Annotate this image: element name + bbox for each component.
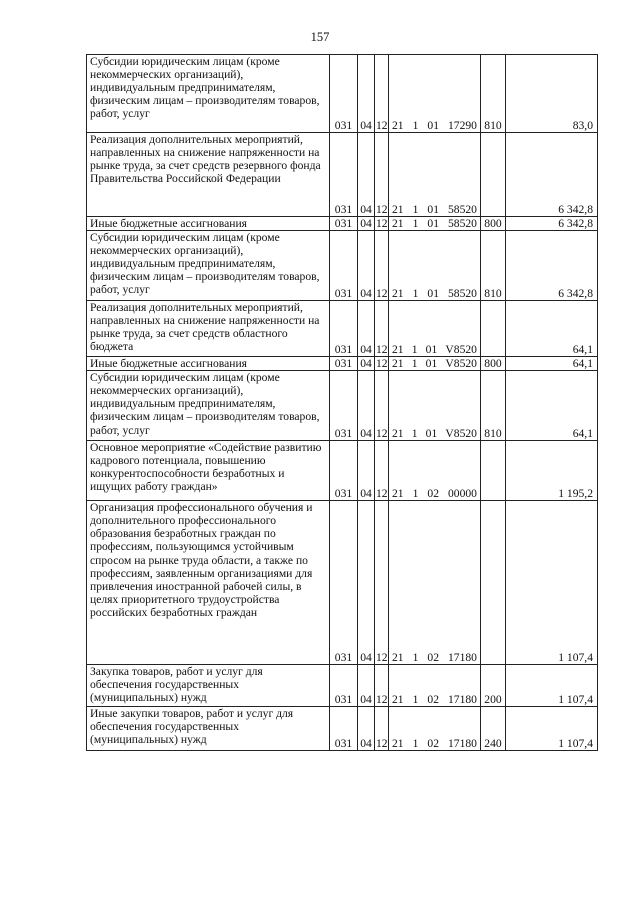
event-code: 01 [427, 202, 439, 216]
section-code: 04 [358, 665, 375, 707]
subsection-code: 12 [375, 55, 389, 133]
target-article-code [389, 371, 481, 441]
row-name: Иные бюджетные ассигнования [87, 357, 330, 371]
direction-code: 17180 [447, 737, 477, 751]
event-code: 01 [425, 427, 438, 441]
direction-code: 17180 [447, 651, 477, 665]
admin-code: 031 [330, 501, 358, 665]
row-name: Иные закупки товаров, работ и услуг для обеспечения государственных (муниципальных) нужд [87, 707, 330, 751]
amount: 1 107,4 [506, 665, 598, 707]
section-code: 04 [358, 501, 375, 665]
subsection-code: 12 [375, 231, 389, 301]
row-name: Субсидии юридическим лицам (кроме некоммерческих организаций), индивидуальным предпринимателям, физическим лицам – производителям товаров, работ, услуг [87, 231, 330, 301]
admin-code: 031 [330, 357, 358, 371]
section-code: 04 [358, 217, 375, 231]
table-row [87, 441, 598, 501]
expense-type-code: 800 [481, 357, 506, 371]
subprogram-code: 1 [412, 487, 419, 501]
event-code: 01 [425, 343, 438, 356]
section-code: 04 [358, 371, 375, 441]
amount: 1 107,4 [506, 707, 598, 751]
section-code: 04 [358, 301, 375, 357]
table-row [87, 231, 598, 301]
row-name: Субсидии юридическим лицам (кроме некоммерческих организаций), индивидуальным предпринимателям, физическим лицам – производителям товаров, работ, услуг [87, 371, 330, 441]
row-name: Организация профессионального обучения и дополнительного профессионального образования безработных граждан по профессиям, пользующимся устойчивым спросом на рынке труда области, а также по профессиям, заявленным организациями для привлечения иностранной рабочей силы, в целях приоритетного трудоустройства российских безработных граждан [87, 501, 330, 665]
target-article-code [389, 441, 481, 501]
subprogram-code: 1 [412, 651, 419, 665]
row-name: Субсидии юридическим лицам (кроме некоммерческих организаций), индивидуальным предпринимателям, физическим лицам – производителям товаров, работ, услуг [87, 55, 330, 133]
admin-code: 031 [330, 441, 358, 501]
amount: 6 342,8 [506, 217, 598, 231]
section-code: 04 [358, 133, 375, 217]
expense-type-code: 240 [481, 707, 506, 751]
direction-code: 17180 [447, 693, 477, 707]
row-name: Реализация дополнительных мероприятий, направленных на снижение напряженности на рынке труда, за счет средств резервного фонда Правительства Российской Федерации [87, 133, 330, 217]
event-code: 02 [427, 651, 439, 665]
expense-type-code [481, 301, 506, 357]
row-name: Иные бюджетные ассигнования [87, 217, 330, 231]
target-article-code [389, 357, 481, 371]
direction-code: 58520 [447, 202, 477, 216]
subprogram-code: 1 [412, 118, 419, 132]
table-row [87, 55, 598, 133]
admin-code: 031 [330, 133, 358, 217]
expense-type-code [481, 501, 506, 665]
amount: 1 107,4 [506, 501, 598, 665]
subprogram-code: 1 [412, 202, 419, 216]
subsection-code: 12 [375, 665, 389, 707]
direction-code: V8520 [445, 343, 477, 356]
target-article-code [389, 301, 481, 357]
table-row [87, 217, 598, 231]
target-article-code [389, 55, 481, 133]
program-code: 21 [392, 357, 404, 371]
section-code: 04 [358, 707, 375, 751]
subsection-code: 12 [375, 501, 389, 665]
target-article-code [389, 217, 481, 231]
subprogram-code: 1 [412, 693, 419, 707]
table-row [87, 501, 598, 665]
section-code: 04 [358, 55, 375, 133]
event-code: 01 [425, 357, 438, 371]
expense-type-code [481, 133, 506, 217]
section-code: 04 [358, 231, 375, 301]
subprogram-code: 1 [411, 427, 418, 441]
program-code: 21 [392, 651, 404, 665]
expense-type-code: 810 [481, 231, 506, 301]
direction-code: V8520 [445, 427, 477, 441]
program-code: 21 [392, 343, 404, 356]
admin-code: 031 [330, 665, 358, 707]
amount: 64,1 [506, 357, 598, 371]
target-article-code [389, 665, 481, 707]
table-row [87, 357, 598, 371]
program-code: 21 [392, 217, 404, 230]
subprogram-code: 1 [411, 343, 418, 356]
direction-code: 17290 [447, 118, 477, 132]
direction-code: 58520 [447, 287, 477, 300]
table-row [87, 707, 598, 751]
event-code: 02 [427, 693, 439, 707]
target-article-code [389, 133, 481, 217]
table-row [87, 371, 598, 441]
program-code: 21 [392, 427, 404, 441]
table-row [87, 665, 598, 707]
program-code: 21 [392, 487, 404, 501]
admin-code: 031 [330, 55, 358, 133]
admin-code: 031 [330, 707, 358, 751]
subsection-code: 12 [376, 357, 388, 371]
target-article-code [389, 231, 481, 301]
target-article-code [389, 707, 481, 751]
amount: 64,1 [506, 301, 598, 357]
subprogram-code: 1 [412, 217, 419, 230]
amount: 1 195,2 [506, 441, 598, 501]
event-code: 01 [427, 217, 439, 230]
amount: 83,0 [506, 55, 598, 133]
program-code: 21 [392, 118, 404, 132]
subprogram-code: 1 [411, 357, 418, 371]
table-row [87, 133, 598, 217]
row-name: Реализация дополнительных мероприятий, направленных на снижение напряженности на рынке труда, за счет средств областного бюджета [87, 301, 330, 357]
table-row [87, 301, 598, 357]
section-code: 04 [358, 441, 375, 501]
program-code: 21 [392, 737, 404, 751]
expense-type-code: 200 [481, 665, 506, 707]
admin-code: 031 [330, 217, 358, 231]
direction-code: V8520 [445, 357, 477, 371]
subprogram-code: 1 [412, 287, 419, 300]
row-name: Закупка товаров, работ и услуг для обеспечения государственных (муниципальных) нужд [87, 665, 330, 707]
page-number: 157 [310, 30, 330, 44]
admin-code: 031 [330, 231, 358, 301]
program-code: 21 [392, 287, 404, 300]
expense-type-code [481, 441, 506, 501]
subsection-code: 12 [375, 371, 389, 441]
event-code: 02 [427, 487, 439, 501]
event-code: 01 [427, 287, 439, 300]
direction-code: 58520 [447, 217, 477, 230]
expense-type-code: 800 [481, 217, 506, 231]
admin-code: 031 [330, 301, 358, 357]
expense-type-code: 810 [481, 371, 506, 441]
amount: 64,1 [506, 371, 598, 441]
budget-table [86, 54, 598, 751]
subsection-code: 12 [375, 707, 389, 751]
target-article-code [389, 501, 481, 665]
program-code: 21 [392, 693, 404, 707]
program-code: 21 [392, 202, 404, 216]
event-code: 02 [427, 737, 439, 751]
expense-type-code: 810 [481, 55, 506, 133]
section-code: 04 [358, 357, 375, 371]
subsection-code: 12 [375, 301, 389, 357]
row-name: Основное мероприятие «Содействие развитию кадрового потенциала, повышению конкурентоспособности безработных и ищущих работу граждан» [87, 441, 330, 501]
subsection-code: 12 [375, 133, 389, 217]
amount: 6 342,8 [506, 133, 598, 217]
subprogram-code: 1 [412, 737, 419, 751]
amount: 6 342,8 [506, 231, 598, 301]
admin-code: 031 [330, 371, 358, 441]
subsection-code: 12 [375, 441, 389, 501]
subsection-code: 12 [376, 217, 388, 230]
direction-code: 00000 [447, 487, 477, 501]
event-code: 01 [427, 118, 439, 132]
